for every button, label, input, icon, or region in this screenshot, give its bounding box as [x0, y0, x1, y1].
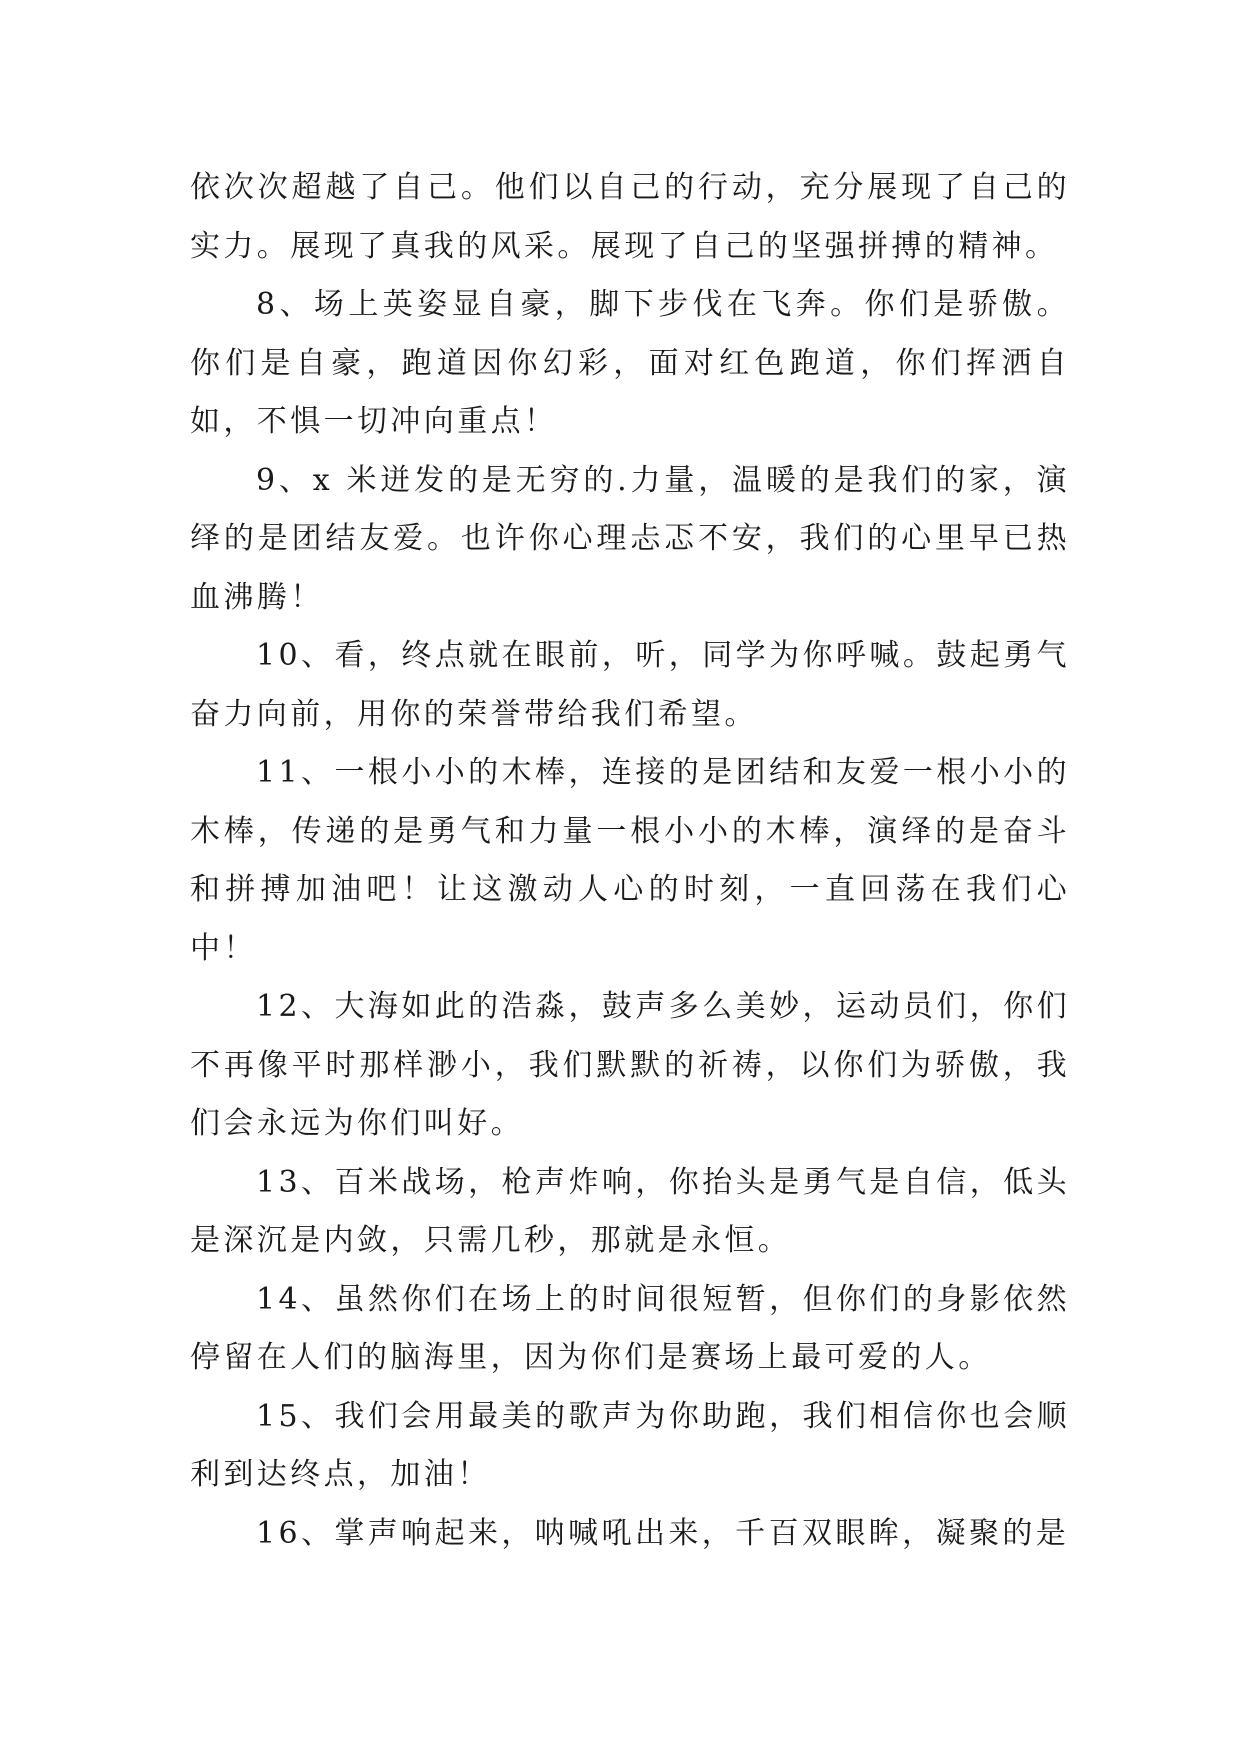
- paragraph-item-12: 12、大海如此的浩淼，鼓声多么美妙，运动员们，你们不再像平时那样渺小，我们默默的祈祷，以你们为骄傲，我们会永远为你们叫好。: [190, 989, 1070, 1141]
- paragraph-item-11: 11、一根小小的木棒，连接的是团结和友爱一根小小的木棒，传递的是勇气和力量一根小小的木棒，演绎的是奋斗和拼搏加油吧！让这激动人心的时刻，一直回荡在我们心中！: [190, 755, 1070, 966]
- paragraph-item-9: 9、x 米迸发的是无穷的.力量，温暖的是我们的家，演绎的是团结友爱。也许你心理忐忑不安，我们的心里早已热血沸腾！: [190, 462, 1070, 615]
- paragraph-item-13: 13、百米战场，枪声炸响，你抬头是勇气是自信，低头是深沉是内敛，只需几秒，那就是永恒。: [190, 1164, 1070, 1258]
- paragraph-item-14: 14、虽然你们在场上的时间很短暂，但你们的身影依然停留在人们的脑海里，因为你们是赛场上最可爱的人。: [190, 1281, 1070, 1375]
- document-body: [190, 159, 1070, 1563]
- paragraph-item-8: 8、场上英姿显自豪，脚下步伐在飞奔。你们是骄傲。你们是自豪，跑道因你幻彩，面对红色跑道，你们挥洒自如，不惧一切冲向重点！: [190, 287, 1070, 439]
- paragraph-continuation: 依次次超越了自己。他们以自己的行动，充分展现了自己的实力。展现了真我的风采。展现了自己的坚强拼搏的精神。: [190, 170, 1070, 264]
- paragraph-item-10: 10、看，终点就在眼前，听，同学为你呼喊。鼓起勇气奋力向前，用你的荣誉带给我们希望。: [190, 638, 1070, 732]
- paragraph-item-16: 16、掌声响起来，呐喊吼出来，千百双眼眸，凝聚的是: [256, 1515, 1070, 1551]
- paragraph-item-15: 15、我们会用最美的歌声为你助跑，我们相信你也会顺利到达终点，加油！: [190, 1398, 1070, 1492]
